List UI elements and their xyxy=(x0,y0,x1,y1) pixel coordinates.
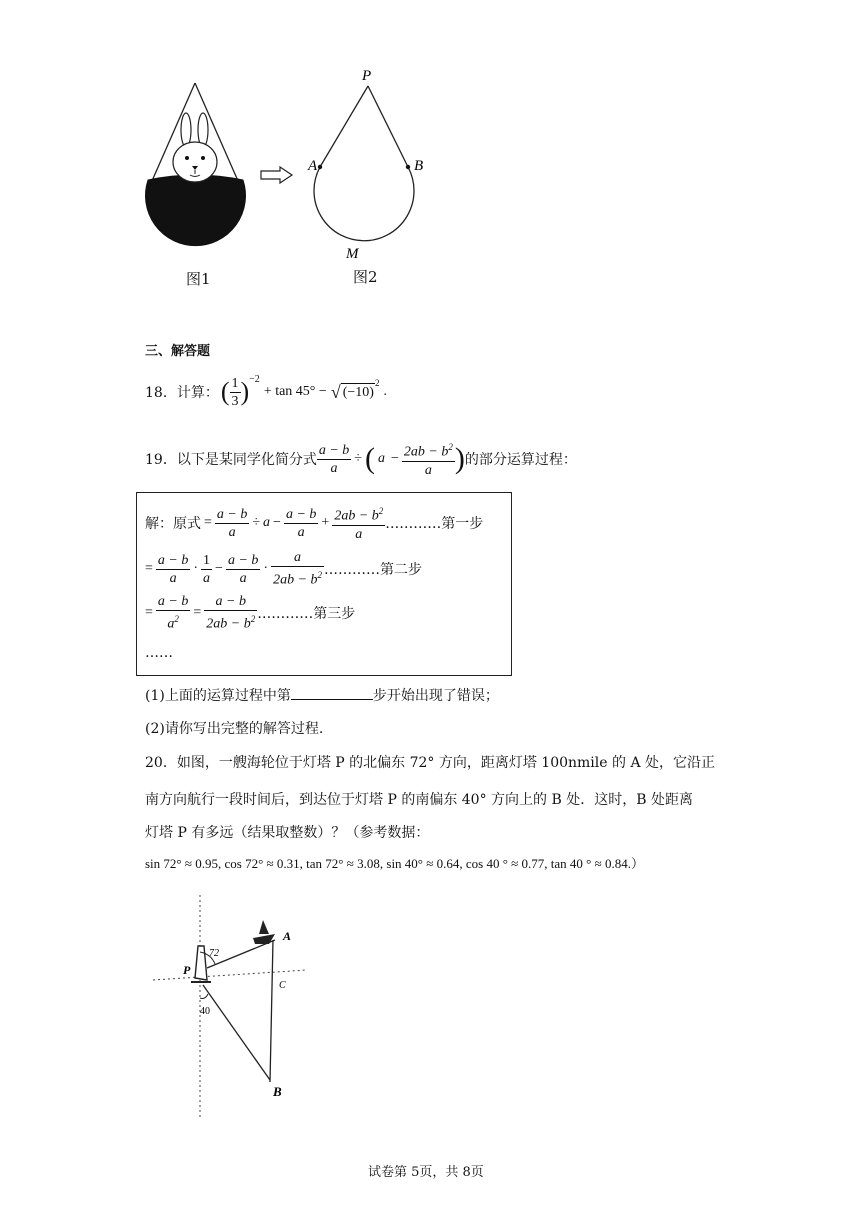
solution-line-3: = $\frac{a - b}{a^2}$ = $\frac{a - b}{2ab - b^2}$ …………第三步 xyxy=(145,594,356,632)
q19-part-1-pre: (1)上面的运算过程中第 xyxy=(145,688,291,704)
fig20-label-p: P xyxy=(183,963,191,977)
fig2-label-a: A xyxy=(308,158,318,174)
q18-frac-den: 3 xyxy=(231,393,239,409)
solution-ellipsis: …… xyxy=(145,645,173,661)
fig2-label-b: B xyxy=(414,158,424,174)
figure-lighthouse xyxy=(145,890,320,1125)
fig20-label-a: A xyxy=(283,929,292,943)
q18-end: . xyxy=(383,384,387,399)
q19-part-1 xyxy=(145,685,499,705)
q20-line-1: 20．如图，一艘海轮位于灯塔 P 的北偏东 72° 方向，距离灯塔 100nmile 的 A 处，它沿正 xyxy=(145,755,716,771)
answer-blank[interactable] xyxy=(291,687,373,700)
section-title: 三、解答题 xyxy=(145,344,211,359)
q18-exponent: −2 xyxy=(249,374,260,385)
fig2-label-p: P xyxy=(362,68,372,84)
figure-1-caption: 图1 xyxy=(186,270,211,288)
solution-label: 解：原式 xyxy=(145,516,201,532)
q18-label: 18．计算： xyxy=(145,385,219,401)
step-1: …………第一步 xyxy=(385,516,484,532)
solution-line-1: 解：原式 = $\frac{a - b}{a}$ ÷ a − $\frac{a - b}{a}$ + $\frac{2ab - b^2}{a}$ …………第一步 xyxy=(145,503,483,543)
q20-line-2: 南方向航行一段时间后，到达位于灯塔 P 的南偏东 40° 方向上的 B 处．这时，B 处距离 xyxy=(145,792,693,808)
page-footer: 试卷第 5页，共 8页 xyxy=(368,1165,484,1180)
q19-prefix: 19．以下是某同学化简分式 xyxy=(145,452,317,468)
q19-part-1-post: 步开始出现了错误； xyxy=(372,688,499,704)
question-19: 19．以下是某同学化简分式 $\frac{a - b}{a}$ ÷ ( a − $\frac{2ab - b^2}{a}$ ) 的部分运算过程： xyxy=(145,436,577,482)
fig20-label-b: B xyxy=(273,1084,282,1099)
solution-box xyxy=(136,492,512,676)
q18-rest: + tan 45° − xyxy=(263,384,327,399)
q20-line-3: 灯塔 P 有多远（结果取整数）？（参考数据： xyxy=(145,825,430,841)
step-3: …………第三步 xyxy=(257,606,356,622)
q19-suffix: 的部分运算过程： xyxy=(464,452,577,468)
step-2: …………第二步 xyxy=(324,562,423,578)
question-18: 18．计算： ( $\frac{1}{3}$ ) −2 + tan 45° − √ (−10) 2 . xyxy=(145,374,387,409)
figure-1 xyxy=(140,80,250,250)
angle-40-label: 40 xyxy=(200,1006,210,1017)
q19-part-2: (2)请你写出完整的解答过程. xyxy=(145,721,324,737)
angle-72-label: 72 xyxy=(209,948,219,959)
q18-frac-num: 1 xyxy=(231,375,239,391)
q18-radicand-exp: 2 xyxy=(374,378,380,388)
figure-2 xyxy=(300,60,440,270)
fig20-label-c: C xyxy=(279,980,286,991)
q18-radicand: (−10) xyxy=(342,385,374,400)
right-arrow-icon xyxy=(260,166,294,184)
q20-reference-data: sin 72° ≈ 0.95, cos 72° ≈ 0.31, tan 72° ≈ 3.08, sin 40° ≈ 0.64, cos 40 ° ≈ 0.77, tan 40 ° ≈ 0.84.） xyxy=(145,856,645,871)
solution-line-2: = $\frac{a - b}{a}$ · $\frac{1}{a}$ − $\frac{a - b}{a}$ · $\frac{a}{2ab - b^2}$ …………第二步 xyxy=(145,550,423,588)
fig2-label-m: M xyxy=(346,246,359,262)
figure-2-caption: 图2 xyxy=(353,268,378,286)
